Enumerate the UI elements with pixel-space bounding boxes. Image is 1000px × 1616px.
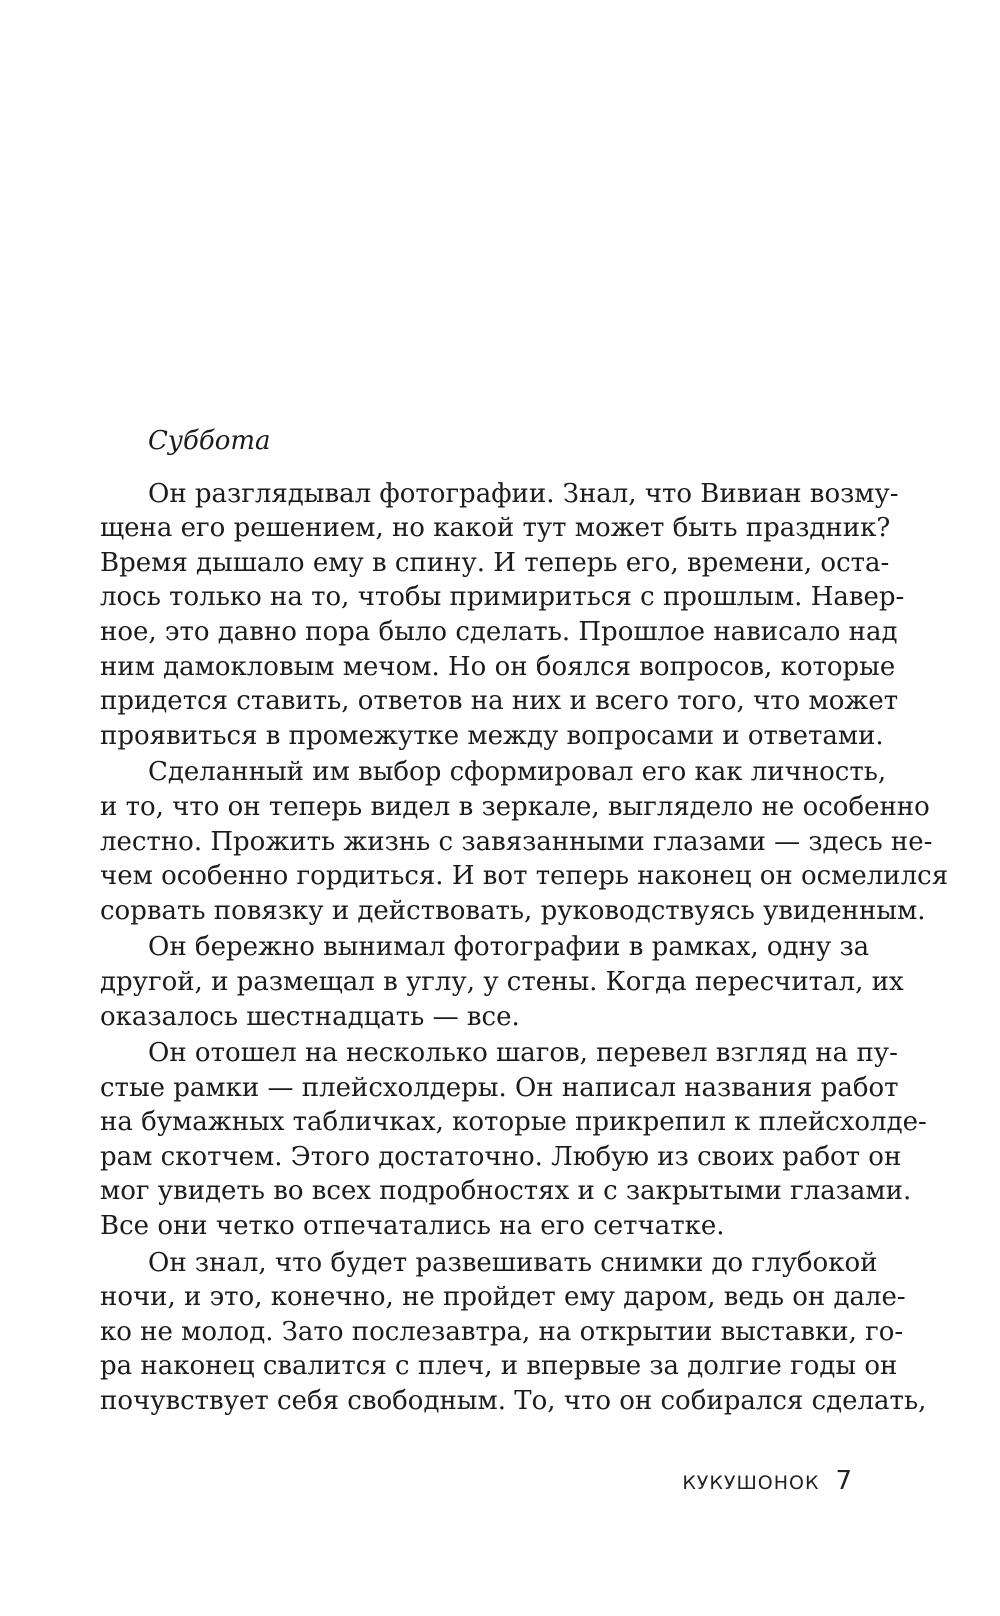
text-line: оказалось шестнадцать — все. [100, 1001, 520, 1032]
text-line: Он разглядывал фотографии. Знал, что Вивиан возму- [148, 478, 899, 509]
text-line: придется ставить, ответов на них и всего того, что может [100, 686, 899, 717]
text-line: ное, это давно пора было сделать. Прошлое нависало над [100, 616, 898, 647]
text-block [100, 424, 949, 1421]
text-line: ко не молод. Зато послезавтра, на открытии выставки, го- [100, 1316, 904, 1347]
paragraph-1 [100, 477, 905, 754]
text-line: на бумажных табличках, которые прикрепил к плейсхолде- [100, 1107, 927, 1138]
text-line: Он знал, что будет развешивать снимки до глубокой [148, 1247, 878, 1278]
paragraph-5 [100, 1246, 927, 1419]
page-footer [682, 1466, 852, 1496]
text-line: ним дамокловым мечом. Но он боялся вопросов, которые [100, 651, 896, 682]
text-line: Все они четко отпечатались на его сетчатке. [100, 1211, 725, 1242]
page-number: 7 [835, 1466, 852, 1496]
text-line: чем особенно гордиться. И вот теперь наконец он осмелился [100, 861, 949, 892]
text-line: проявиться в промежутке между вопросами и ответами. [100, 720, 884, 751]
chapter-heading: Суббота [148, 426, 271, 456]
text-line: ра наконец свалится с плеч, и впервые за долгие годы он [100, 1351, 898, 1382]
paragraph-4 [100, 1036, 927, 1244]
text-line: сорвать повязку и действовать, руководствуясь увиденным. [100, 895, 926, 926]
text-line: ночи, и это, конечно, не пройдет ему даром, ведь он дале- [100, 1282, 906, 1313]
running-title: КУКУШОНОК [682, 1472, 820, 1494]
text-line: стые рамки — плейсхолдеры. Он написал названия работ [100, 1072, 899, 1103]
text-line: Сделанный им выбор сформировал его как личность, [148, 757, 887, 788]
text-line: лось только на то, чтобы примириться с прошлым. Навер- [100, 582, 905, 613]
text-line: и то, что он теперь видел в зеркале, выглядело не особенно [100, 791, 930, 822]
text-line: Он отошел на несколько шагов, перевел взгляд на пу- [148, 1038, 898, 1069]
paragraph-3 [100, 930, 904, 1034]
text-line: почувствует себя свободным. То, что он собирался сделать, [100, 1386, 927, 1417]
text-line: Время дышало ему в спину. И теперь его, времени, оста- [100, 547, 890, 578]
text-line: щена его решением, но какой тут может быть праздник? [100, 513, 891, 544]
text-line: другой, и размещал в углу, у стены. Когда пересчитал, их [100, 966, 904, 997]
text-line: рам скотчем. Этого достаточно. Любую из своих работ он [100, 1141, 902, 1172]
text-line: Он бережно вынимал фотографии в рамках, одну за [148, 932, 870, 963]
text-line: мог увидеть во всех подробностях и с закрытыми глазами. [100, 1176, 912, 1207]
text-line: лестно. Прожить жизнь с завязанными глазами — здесь не- [100, 826, 933, 857]
paragraph-2 [100, 755, 949, 928]
